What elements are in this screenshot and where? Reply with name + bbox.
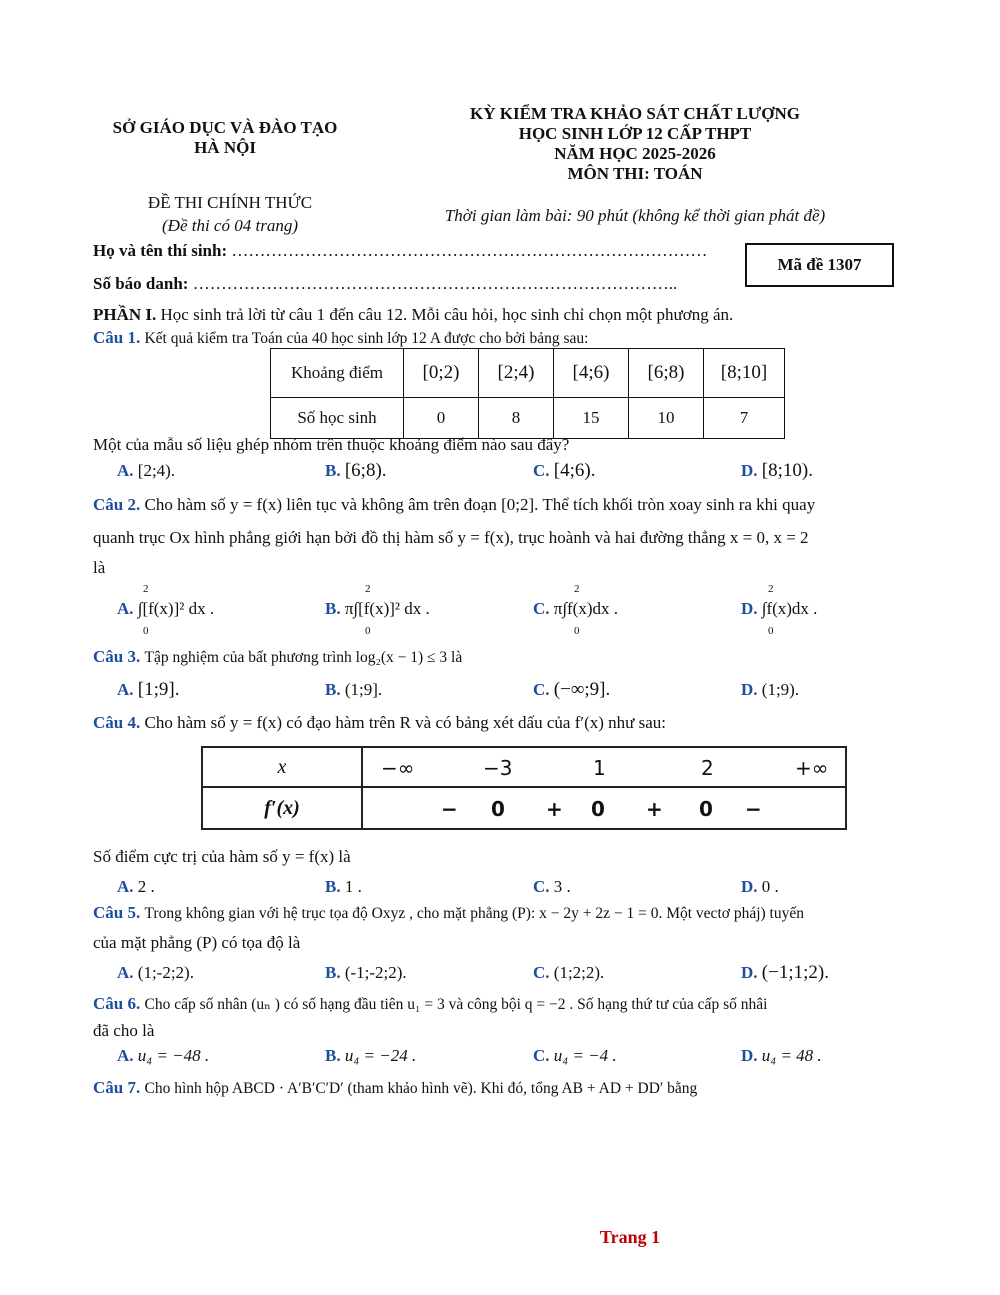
q6-option-a[interactable]: A. u₄ = −48 .	[117, 1046, 210, 1065]
q1-option-b[interactable]: B. [6;8).	[325, 460, 387, 481]
table-cell: 15	[554, 398, 629, 439]
q2-option-b[interactable]: B. π∫[f(x)]² dx .	[325, 599, 430, 618]
q3-option-d[interactable]: D. (1;9).	[741, 680, 800, 699]
sign-chart-x-row	[362, 747, 846, 787]
integral-upper-limit: 2	[365, 583, 371, 595]
question-5: Câu 5. Trong không gian với hệ trục tọa độ Oxyz , cho mặt phẳng (P): x − 2y + 2z − 1 = 0. Một vectơ pháj) tuyến	[93, 903, 804, 922]
integral-upper-limit: 2	[574, 583, 580, 595]
x-value: −3	[483, 756, 513, 780]
pages-note: (Đề thi có 04 trang)	[162, 216, 298, 235]
sign-value: −	[745, 797, 762, 821]
integral-upper-limit: 2	[143, 583, 149, 595]
question-4: Câu 4. Cho hàm số y = f(x) có đạo hàm trên R và có bảng xét dấu của f′(x) như sau:	[93, 713, 666, 732]
question-2-line-3: là	[93, 558, 106, 577]
q3-option-a[interactable]: A. [1;9].	[117, 679, 180, 700]
sign-value: 0	[491, 797, 505, 821]
q2-option-a[interactable]: A. ∫[f(x)]² dx .	[117, 599, 215, 618]
q1-option-a[interactable]: A. [2;4).	[117, 461, 176, 480]
sign-chart-derivative-label: f′(x)	[202, 787, 362, 829]
candidate-id-line: Số báo danh: …………………………………………………………………………..	[93, 274, 678, 293]
integral-lower-limit: 0	[365, 625, 371, 637]
q3-option-c[interactable]: C. (−∞;9].	[533, 679, 611, 700]
q2-option-d[interactable]: D. ∫f(x)dx .	[741, 599, 818, 618]
q1-option-c[interactable]: C. [4;6).	[533, 460, 596, 481]
official-label: ĐỀ THI CHÍNH THỨC	[147, 193, 313, 212]
q4-option-a[interactable]: A. 2 .	[117, 877, 155, 896]
sign-value: 0	[699, 797, 713, 821]
q6-option-c[interactable]: C. u₄ = −4 .	[533, 1046, 617, 1065]
x-value: 2	[701, 756, 714, 780]
question-7: Câu 7. Cho hình hộp ABCD · A′B′C′D′ (tham khảo hình vẽ). Khi đó, tổng AB + AD + DD′ bằng	[93, 1078, 698, 1097]
q1-option-d[interactable]: D. [8;10).	[741, 460, 813, 481]
q3-option-b[interactable]: B. (1;9].	[325, 680, 383, 699]
q4-option-d[interactable]: D. 0 .	[741, 877, 779, 896]
department-name: SỞ GIÁO DỤC VÀ ĐÀO TẠO HÀ NỘI	[112, 118, 338, 157]
question-5-line-2: của mặt phẳng (P) có tọa độ là	[93, 933, 301, 952]
table-cell: [0;2)	[404, 349, 479, 398]
question-2: Câu 2. Cho hàm số y = f(x) liên tục và không âm trên đoạn [0;2]. Thể tích khối tròn xoay sinh ra khi quay	[93, 495, 816, 514]
q4-option-c[interactable]: C. 3 .	[533, 877, 571, 896]
exam-code-box: Mã đề 1307	[745, 243, 894, 287]
q5-option-d[interactable]: D. (−1;1;2).	[741, 962, 829, 983]
question-6-line-2: đã cho là	[93, 1021, 155, 1040]
question-6: Câu 6. Cho cấp số nhân (uₙ ) có số hạng đầu tiên u₁ = 3 và công bội q = −2 . Số hạng thứ tư của cấp số nhâi	[93, 994, 768, 1013]
q4-option-b[interactable]: B. 1 .	[325, 877, 362, 896]
q2-option-c[interactable]: C. π∫f(x)dx .	[533, 599, 619, 618]
table-cell: 8	[479, 398, 554, 439]
question-1: Câu 1. Kết quả kiểm tra Toán của 40 học sinh lớp 12 A được cho bởi bảng sau:	[93, 328, 589, 347]
part-one-instruction: PHẦN I. Học sinh trả lời từ câu 1 đến câu 12. Mỗi câu hỏi, học sinh chỉ chọn một phương án.	[93, 305, 734, 324]
exam-title: KỲ KIỂM TRA KHẢO SÁT CHẤT LƯỢNG HỌC SINH LỚP 12 CẤP THPT NĂM HỌC 2025-2026 MÔN THI: TOÁN	[470, 104, 800, 183]
table-header-interval: Khoảng điểm	[271, 349, 404, 398]
question-3: Câu 3. Tập nghiệm của bất phương trình log₂(x − 1) ≤ 3 là	[93, 647, 463, 666]
question-1-prompt: Một của mẫu số liệu ghép nhóm trên thuộc khoảng điểm nào sau đây?	[93, 435, 570, 454]
candidate-name-line: Họ và tên thí sinh: …………………………………………………………………………	[93, 241, 708, 260]
integral-lower-limit: 0	[574, 625, 580, 637]
q5-option-a[interactable]: A. (1;-2;2).	[117, 963, 194, 982]
sign-value: +	[546, 797, 563, 821]
score-frequency-table	[270, 348, 785, 439]
time-note: Thời gian làm bài: 90 phút (không kể thời gian phát đề)	[444, 206, 826, 225]
sign-chart-x-label: x	[202, 747, 362, 787]
q6-option-b[interactable]: B. u₄ = −24 .	[325, 1046, 417, 1065]
page-number: Trang 1	[599, 1227, 661, 1247]
sign-value: −	[441, 797, 458, 821]
integral-lower-limit: 0	[768, 625, 774, 637]
q6-option-d[interactable]: D. u₄ = 48 .	[741, 1046, 822, 1065]
sign-value: +	[646, 797, 663, 821]
integral-lower-limit: 0	[143, 625, 149, 637]
sign-chart-sign-row	[362, 787, 846, 829]
table-cell: [8;10]	[704, 349, 785, 398]
question-2-line-2: quanh trục Ox hình phẳng giới hạn bởi đồ thị hàm số y = f(x), trục hoành và hai đường thẳng x = 0, x = 2	[93, 528, 809, 547]
q5-option-b[interactable]: B. (-1;-2;2).	[325, 963, 407, 982]
q5-option-c[interactable]: C. (1;2;2).	[533, 963, 605, 982]
sign-value: 0	[591, 797, 605, 821]
table-cell: [2;4)	[479, 349, 554, 398]
table-cell: [6;8)	[629, 349, 704, 398]
x-value: 1	[593, 756, 606, 780]
table-cell: 0	[404, 398, 479, 439]
table-header-count: Số học sinh	[271, 398, 404, 439]
sign-chart-table	[201, 746, 847, 830]
table-cell: 7	[704, 398, 785, 439]
x-value: +∞	[795, 756, 829, 780]
x-value: −∞	[381, 756, 415, 780]
table-cell: [4;6)	[554, 349, 629, 398]
integral-upper-limit: 2	[768, 583, 774, 595]
question-4-prompt: Số điểm cực trị của hàm số y = f(x) là	[93, 847, 351, 866]
table-cell: 10	[629, 398, 704, 439]
